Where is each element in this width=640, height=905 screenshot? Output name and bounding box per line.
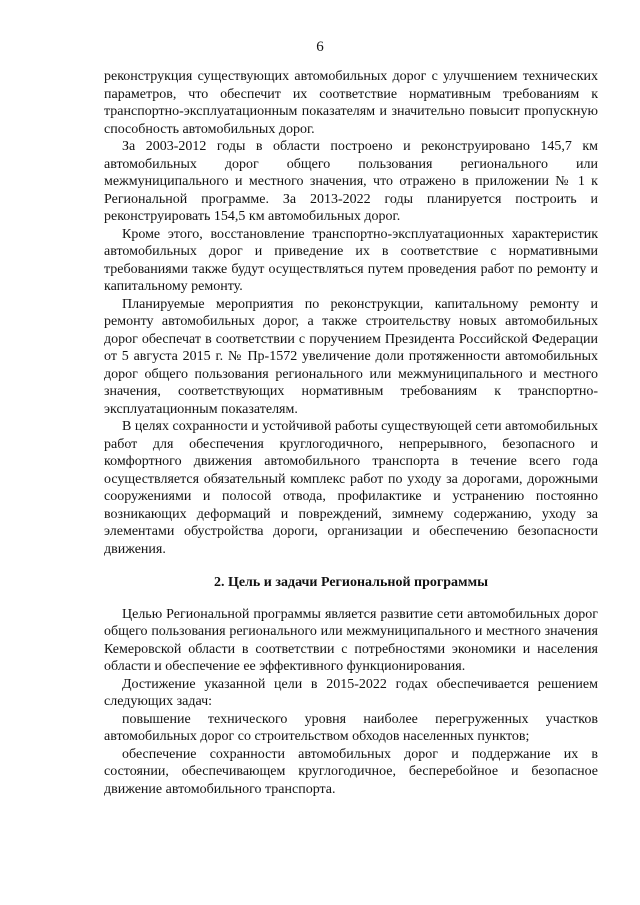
paragraph: В целях сохранности и устойчивой работы существующей сети автомобильных работ для обеспечения круглогодичного, непрерывного, безопасного и комфортного движения автомобильного транспорта в течение всего года осуществляется обязательный комплекс работ по уходу за дорогами, дорожными сооружениями и полосой отвода, профилактике и устранению постоянно возникающих деформаций и повреждений, зимнему содержанию, уходу за элементами обустройства дороги, организации и обеспечению безопасности движения. [104,419,598,557]
paragraph: Планируемые мероприятия по реконструкции, капитальному ремонту и ремонту автомобильных дорог, а также строительству новых автомобильных дорог обеспечат в соответствии с поручением Президента Российской Федерации от 5 августа 2015 г. № Пр-1572 увеличение доли протяженности автомобильных дорог общего пользования регионального или межмуниципального и местного значения, соответствующих нормативным требованиям к транспортно-эксплуатационным показателям. [104,296,598,417]
document-body [104,68,598,798]
section-title: 2. Цель и задачи Региональной программы [213,575,489,590]
paragraph: Целью Региональной программы является развитие сети автомобильных дорог общего пользования регионального или межмуниципального и местного значения Кемеровской области в соответствии с потребностями экономики и населения области и обеспечение ее эффективного функционирования. [104,606,598,674]
list-item: обеспечение сохранности автомобильных дорог и поддержание их в состоянии, обеспечивающем круглогодичное, бесперебойное и безопасное движение автомобильного транспорта. [104,746,598,797]
page-number: 6 [316,39,324,55]
paragraph: реконструкция существующих автомобильных дорог с улучшением технических параметров, что обеспечит их соответствие нормативным требованиям к транспортно-эксплуатационным показателям и значительно повысит пропускную способность автомобильных дорог. [104,69,598,137]
paragraph: Кроме этого, восстановление транспортно-эксплуатационных характеристик автомобильных дорог и приведение их в соответствие с нормативными требованиями также будут осуществляться путем проведения работ по ремонту и капитальному ремонту. [104,226,598,294]
paragraph: Достижение указанной цели в 2015-2022 годах обеспечивается решением следующих задач: [104,676,598,709]
paragraph: За 2003-2012 годы в области построено и реконструировано 145,7 км автомобильных дорог общего пользования регионального или межмуниципального и местного значения, что отражено в приложении № 1 к Региональной программе. За 2013-2022 годы планируется построить и реконструировать 154,5 км автомобильных дорог. [104,139,598,224]
list-item: повышение технического уровня наиболее перегруженных участков автомобильных дорог со строительством обходов населенных пунктов; [104,711,598,744]
